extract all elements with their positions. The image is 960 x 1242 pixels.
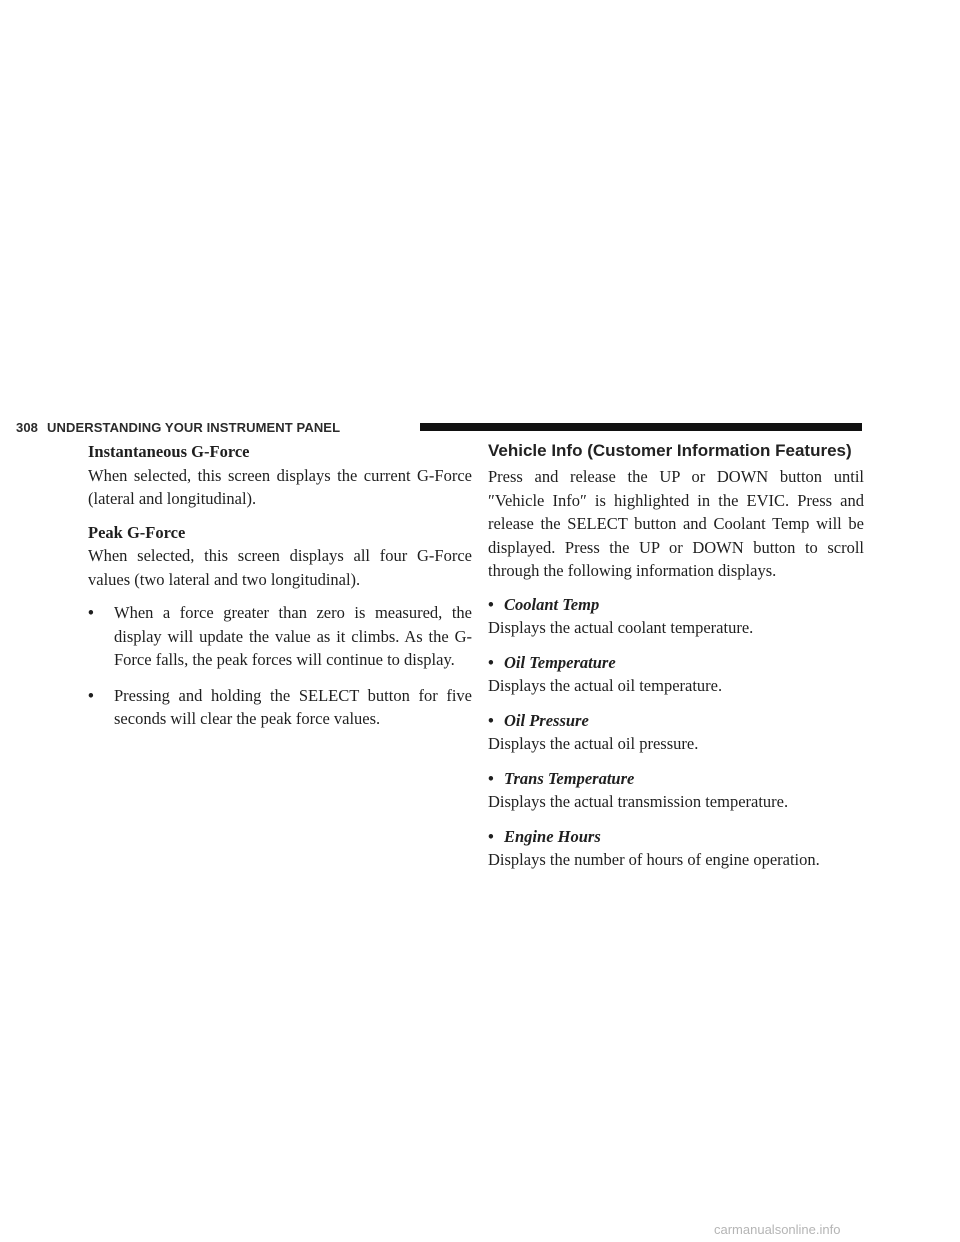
- engine-hours-desc: Displays the number of hours of engine operation.: [488, 850, 820, 869]
- list-item-title: [488, 593, 864, 617]
- section-title: UNDERSTANDING YOUR INSTRUMENT PANEL: [47, 420, 341, 435]
- engine-hours-title: Engine Hours: [504, 826, 601, 846]
- peak-g-force-heading: Peak G-Force: [88, 522, 186, 542]
- bullet-icon: •: [488, 768, 494, 788]
- watermark: carmanualsonline.info: [714, 1222, 841, 1237]
- peak-g-force-text: When selected, this screen displays all four G-Force values (two lateral and two longitudinal).: [88, 546, 472, 589]
- page-number: 308: [16, 420, 38, 435]
- bullet-icon: •: [88, 603, 94, 622]
- bullet-icon: •: [488, 652, 494, 672]
- bullet-icon: •: [488, 710, 494, 730]
- list-item: [88, 684, 472, 731]
- right-column: [488, 440, 864, 883]
- bullet-icon: •: [488, 594, 494, 614]
- header-rule: [420, 423, 862, 431]
- bullet-icon: •: [88, 685, 94, 705]
- oil-temperature-title: Oil Temperature: [504, 652, 616, 672]
- bullet-text: When a force greater than zero is measured, the display will update the value as it climbs. As the G-Force falls, the peak forces will continue to display.: [114, 603, 472, 669]
- vehicle-info-heading: Vehicle Info (Customer Information Features): [488, 441, 852, 460]
- oil-pressure-title: Oil Pressure: [504, 710, 589, 730]
- vehicle-info-intro: Press and release the UP or DOWN button until ″Vehicle Info″ is highlighted in the EVIC. Press and release the SELECT button and Coolant Temp will be displayed. Press the UP or DOWN button to scroll through the following information displays.: [488, 467, 864, 580]
- coolant-temp-desc: Displays the actual coolant temperature.: [488, 618, 754, 637]
- instantaneous-g-force-text: When selected, this screen displays the current G-Force (lateral and longitudinal).: [88, 465, 472, 508]
- instantaneous-g-force-heading: Instantaneous G-Force: [88, 442, 250, 461]
- oil-temperature-desc: Displays the actual oil temperature.: [488, 676, 723, 695]
- list-item: [88, 601, 472, 672]
- list-item-title: [488, 709, 864, 733]
- trans-temperature-title: Trans Temperature: [504, 768, 635, 788]
- page-header: [0, 418, 862, 438]
- list-item-title: [488, 651, 864, 675]
- left-column: [88, 440, 472, 743]
- bullet-icon: •: [488, 826, 494, 846]
- bullet-text: Pressing and holding the SELECT button for five seconds will clear the peak force values.: [114, 685, 472, 728]
- list-item-title: [488, 767, 864, 791]
- trans-temperature-desc: Displays the actual transmission temperature.: [488, 792, 789, 811]
- coolant-temp-title: Coolant Temp: [504, 594, 600, 614]
- list-item-title: [488, 825, 864, 849]
- oil-pressure-desc: Displays the actual oil pressure.: [488, 734, 699, 753]
